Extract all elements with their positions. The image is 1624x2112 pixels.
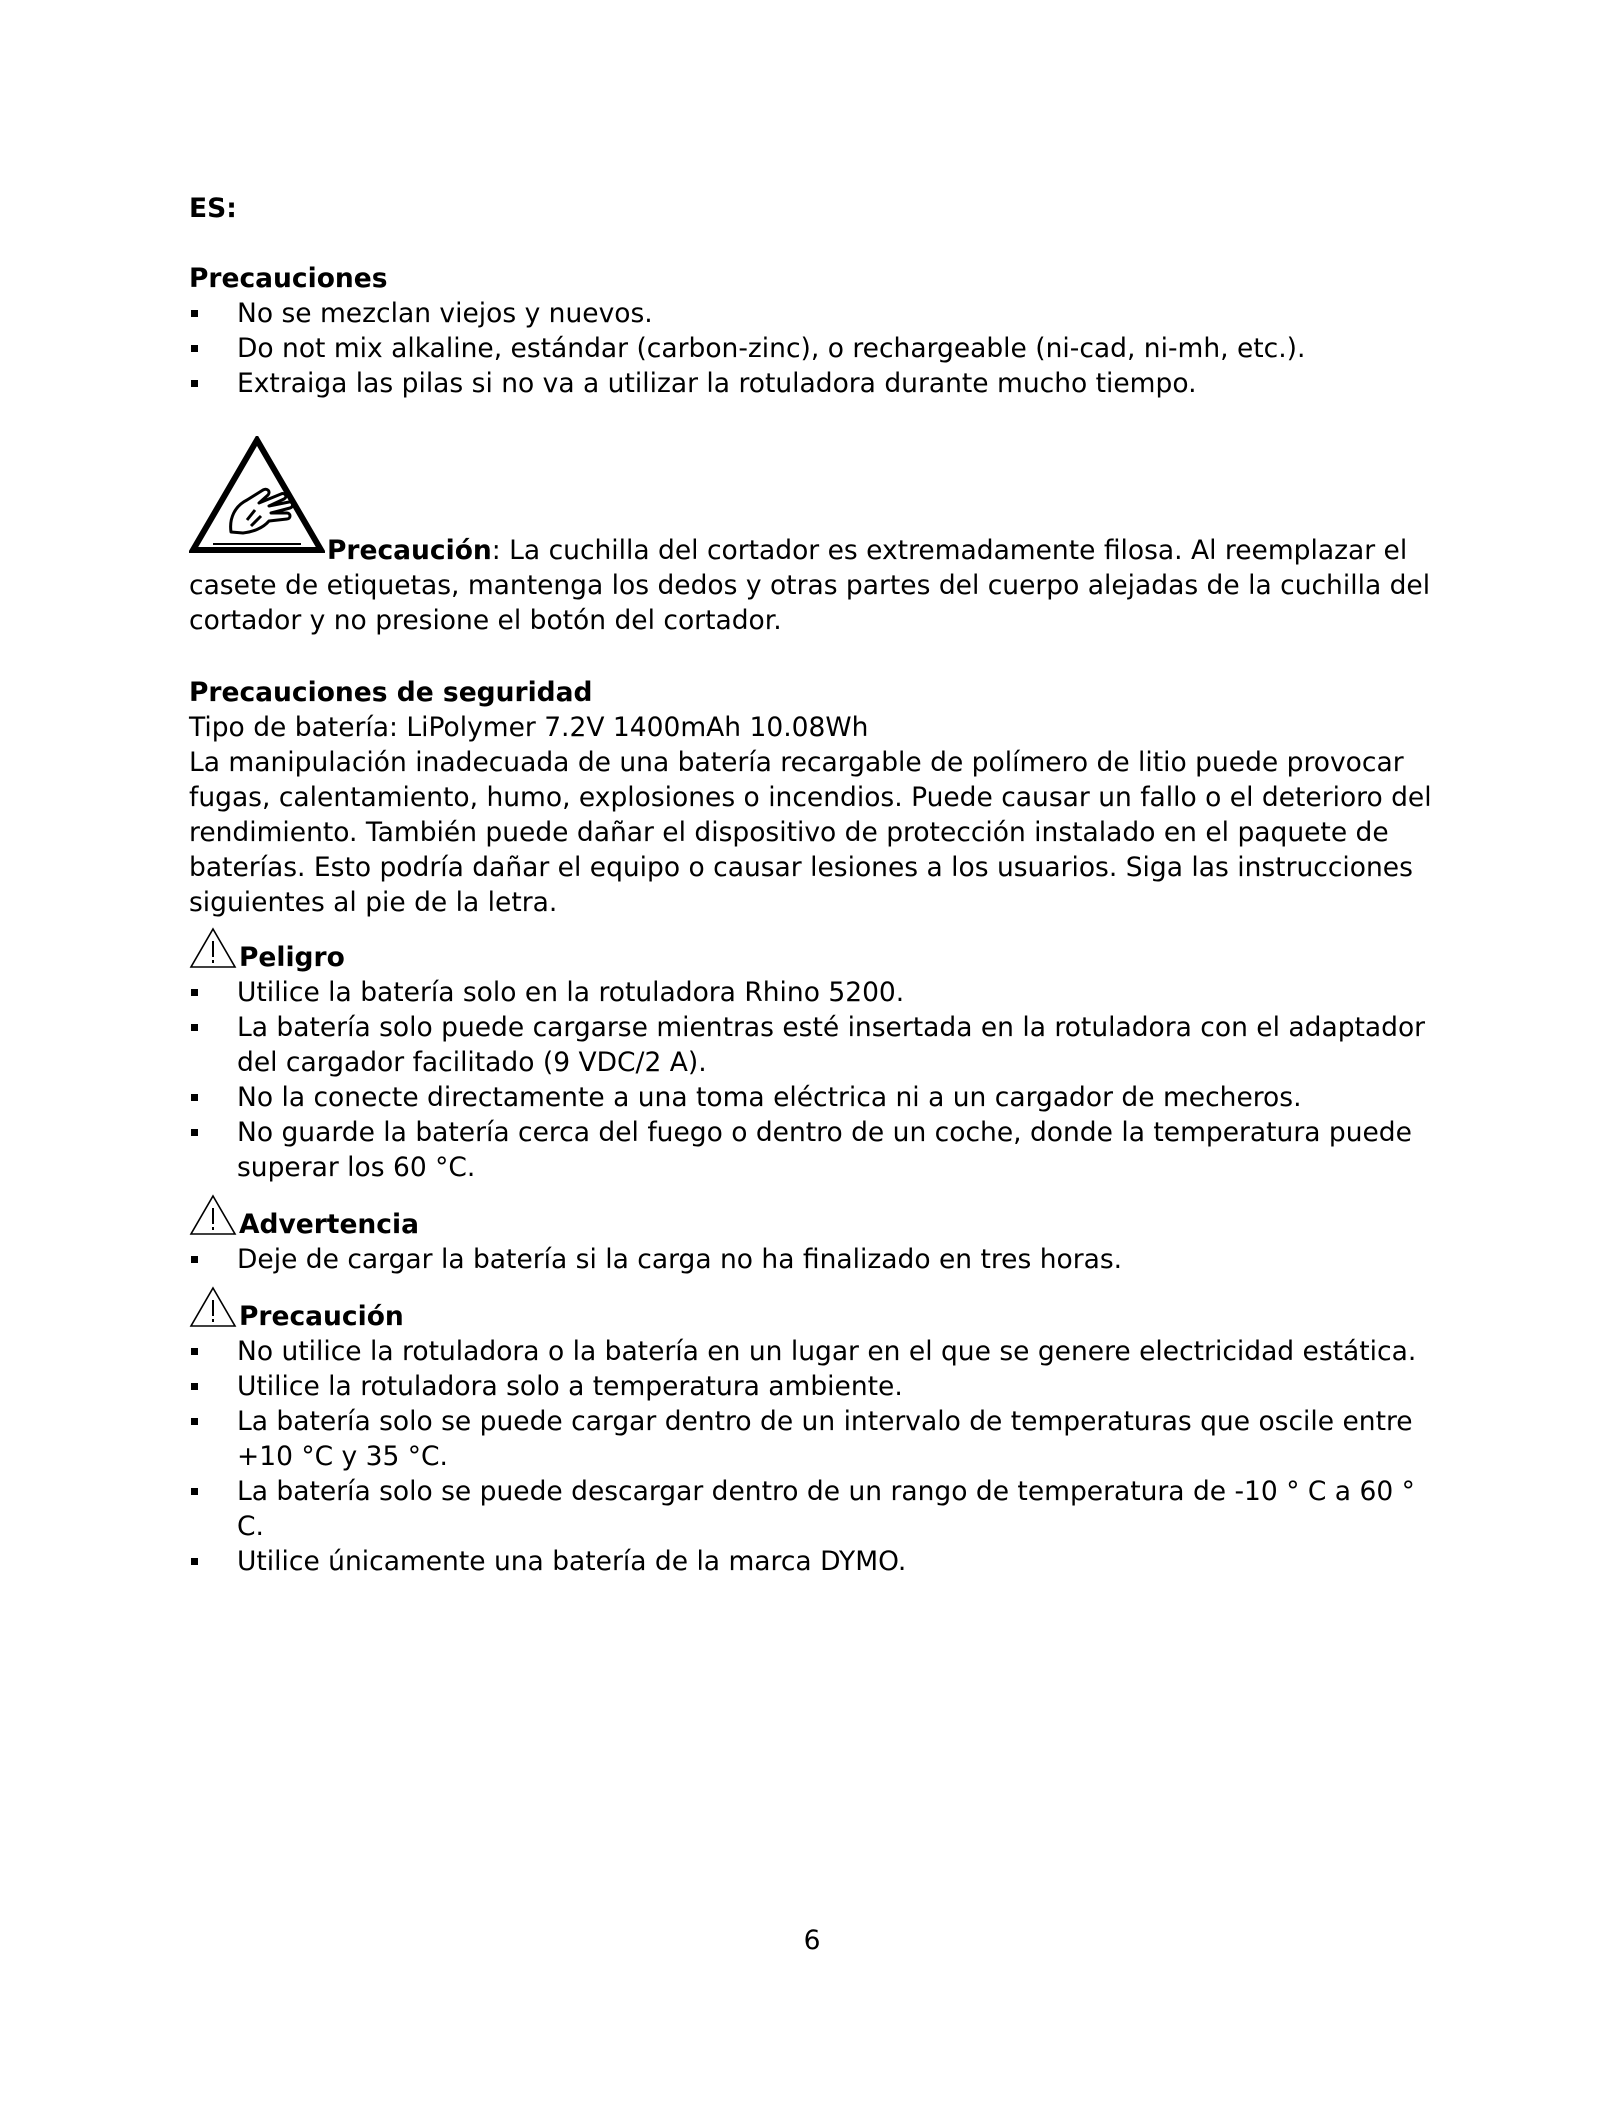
- safety-section: [189, 675, 1449, 920]
- warning-triangle-icon: [189, 927, 237, 969]
- list-item: Extraiga las pilas si no va a utilizar la rotuladora durante mucho tiempo.: [189, 366, 1449, 401]
- cutter-caution-text: : La cuchilla del cortador es extremadamente filosa. Al reemplazar el casete de etiquetas, mantenga los dedos y otras partes del cuerpo alejadas de la cuchilla del cortador y no presione el botón del cortador.: [189, 535, 1431, 636]
- warning-section: [189, 1194, 1449, 1277]
- danger-section: [189, 927, 1449, 1185]
- cutter-caution: [189, 533, 1449, 638]
- caution-title: Precaución: [239, 1301, 404, 1332]
- precautions-title: Precauciones: [189, 263, 388, 294]
- caution-list: [189, 1334, 1449, 1579]
- warning-triangle-icon: [189, 1286, 237, 1328]
- list-item: Utilice la rotuladora solo a temperatura ambiente.: [189, 1369, 1449, 1404]
- list-item: La batería solo se puede descargar dentro de un rango de temperatura de -10 ° C a 60 ° C.: [189, 1474, 1449, 1544]
- list-item: La batería solo puede cargarse mientras esté insertada en la rotuladora con el adaptador del cargador facilitado (9 VDC/2 A).: [189, 1010, 1449, 1080]
- precautions-section: [189, 261, 1449, 401]
- list-item: Utilice únicamente una batería de la marca DYMO.: [189, 1544, 1449, 1579]
- list-item: Do not mix alkaline, estándar (carbon-zinc), o rechargeable (ni-cad, ni-mh, etc.).: [189, 331, 1449, 366]
- language-label: ES:: [189, 193, 237, 224]
- warning-list: [189, 1242, 1449, 1277]
- danger-list: [189, 975, 1449, 1185]
- list-item: No guarde la batería cerca del fuego o dentro de un coche, donde la temperatura puede superar los 60 °C.: [189, 1115, 1449, 1185]
- warning-title: Advertencia: [239, 1209, 419, 1240]
- safety-paragraph: La manipulación inadecuada de una batería recargable de polímero de litio puede provocar fugas, calentamiento, humo, explosiones o incendios. Puede causar un fallo o el deterioro del rendimiento. También puede dañar el dispositivo de protección instalado en el paquete de baterías. Esto podría dañar el equipo o causar lesiones a los usuarios. Siga las instrucciones siguientes al pie de la letra.: [189, 747, 1432, 918]
- caution-section: [189, 1286, 1449, 1579]
- list-item: La batería solo se puede cargar dentro de un intervalo de temperaturas que oscile entre +10 °C y 35 °C.: [189, 1404, 1449, 1474]
- cutter-caution-label: Precaución: [327, 535, 492, 566]
- list-item: No se mezclan viejos y nuevos.: [189, 296, 1449, 331]
- danger-title: Peligro: [239, 942, 345, 973]
- list-item: Utilice la batería solo en la rotuladora Rhino 5200.: [189, 975, 1449, 1010]
- list-item: No la conecte directamente a una toma eléctrica ni a un cargador de mecheros.: [189, 1080, 1449, 1115]
- battery-type: Tipo de batería: LiPolymer 7.2V 1400mAh 10.08Wh: [189, 712, 869, 743]
- list-item: No utilice la rotuladora o la batería en un lugar en el que se genere electricidad estática.: [189, 1334, 1449, 1369]
- page-number: 6: [803, 1925, 821, 1956]
- safety-title: Precauciones de seguridad: [189, 677, 593, 708]
- list-item: Deje de cargar la batería si la carga no ha finalizado en tres horas.: [189, 1242, 1449, 1277]
- precautions-list: [189, 296, 1449, 401]
- warning-triangle-icon: [189, 1194, 237, 1236]
